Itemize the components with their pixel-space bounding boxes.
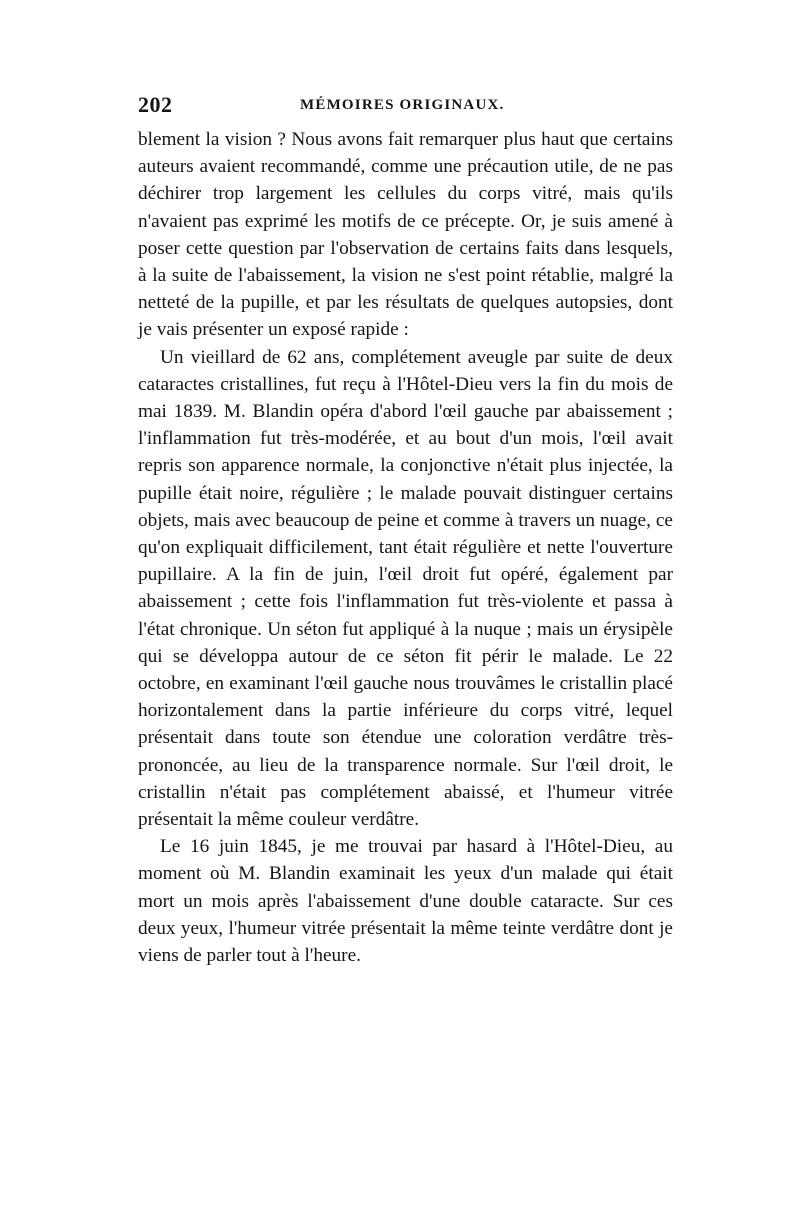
running-head [138,92,673,126]
running-title: MÉMOIRES ORIGINAUX. [300,97,505,113]
paragraph-case-1845: Le 16 juin 1845, je me trouvai par hasard à l'Hôtel-Dieu, au moment où M. Blandin examinait les yeux d'un malade qui était mort un mois après l'abaissement d'une double cataracte. Sur ces deux yeux, l'humeur vitrée présentait la même teinte verdâtre dont je viens de parler tout à l'heure. [138,836,673,967]
text-body [138,126,673,969]
paragraph-case-1839: Un vieillard de 62 ans, complétement aveugle par suite de deux cataractes cristallines, fut reçu à l'Hôtel-Dieu vers la fin du mois de mai 1839. M. Blandin opéra d'abord l'œil gauche par abaissement ; l'inflammation fut très-modérée, et au bout d'un mois, l'œil avait repris son apparence normale, la conjonctive n'était plus injectée, la pupille était noire, régulière ; le malade pouvait distinguer certains objets, mais avec beaucoup de peine et comme à travers un nuage, ce qu'on expliquait difficilement, tant était régulière et nette l'ouverture pupillaire. A la fin de juin, l'œil droit fut opéré, également par abaissement ; cette fois l'inflammation fut très-violente et passa à l'état chronique. Un séton fut appliqué à la nuque ; mais un érysipèle qui se développa autour de ce séton fit périr le malade. Le 22 octobre, en examinant l'œil gauche nous trouvâmes le cristallin placé horizontalement dans la partie inférieure du corps vitré, lequel présentait dans toute son étendue une coloration verdâtre très-prononcée, au lieu de la transparence normale. Sur l'œil droit, le cristallin n'était pas complétement abaissé, et l'humeur vitrée présentait la même couleur verdâtre. [138,346,673,831]
page-number: 202 [138,92,173,117]
book-page [138,92,673,969]
paragraph-continued: blement la vision ? Nous avons fait remarquer plus haut que certains auteurs avaient recommandé, comme une précaution utile, de ne pas déchirer trop largement les cellules du corps vitré, mais qu'ils n'avaient pas exprimé les motifs de ce précepte. Or, je suis amené à poser cette question par l'observation de certains faits dans lesquels, à la suite de l'abaissement, la vision ne s'est point rétablie, malgré la netteté de la pupille, et par les résultats de quelques autopsies, dont je vais présenter un exposé rapide : [138,129,673,341]
